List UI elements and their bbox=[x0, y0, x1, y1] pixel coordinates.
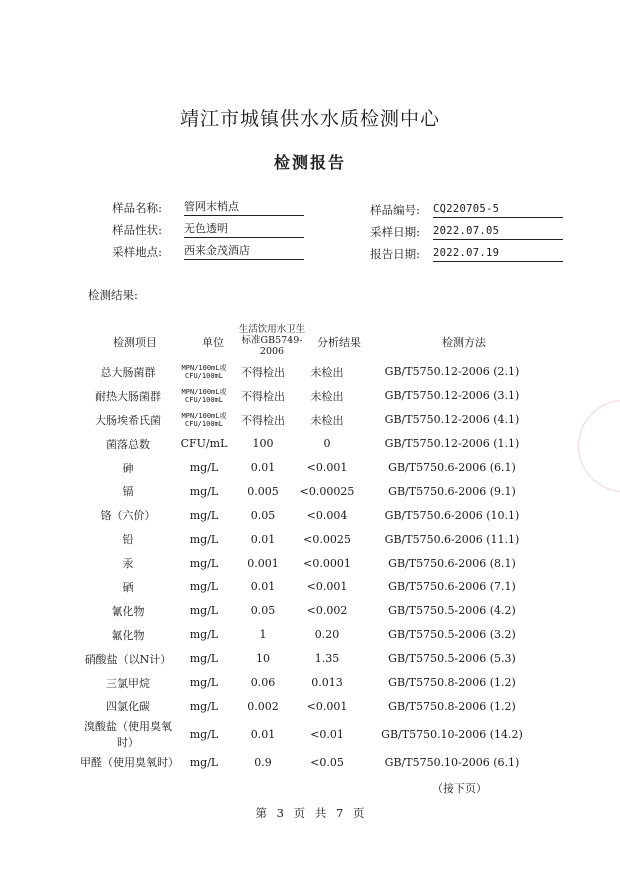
result-standard: 0.05 bbox=[250, 604, 276, 618]
sample-code-label: 样品编号: bbox=[370, 203, 420, 217]
result-unit: mg/L bbox=[189, 652, 219, 666]
sampling-location-label: 采样地点: bbox=[112, 245, 162, 259]
result-standard: 100 bbox=[252, 437, 274, 451]
result-method: GB/T5750.6-2006 (8.1) bbox=[388, 556, 516, 570]
sampling-date-label: 采样日期: bbox=[370, 225, 420, 239]
result-value: 未检出 bbox=[310, 365, 344, 379]
organization-name: 靖江市城镇供水水质检测中心 bbox=[179, 108, 440, 130]
column-header-method: 检测方法 bbox=[442, 336, 486, 349]
result-value: <0.001 bbox=[306, 580, 348, 594]
result-item: 氰化物 bbox=[111, 604, 145, 618]
result-value: 0 bbox=[323, 437, 331, 451]
result-unit: MPN/100mL或CFU/100mL bbox=[181, 411, 227, 428]
result-item: 镉 bbox=[122, 485, 134, 499]
result-item: 四氯化碳 bbox=[106, 700, 150, 714]
result-method: GB/T5750.10-2006 (14.2) bbox=[381, 727, 523, 741]
result-standard: 0.005 bbox=[247, 484, 279, 498]
column-header-standard: 生活饮用水卫生标准GB5749-2006 bbox=[238, 324, 306, 357]
results-section-label: 检测结果: bbox=[88, 288, 138, 302]
result-unit: CFU/mL bbox=[180, 437, 228, 451]
result-standard: 0.002 bbox=[247, 699, 279, 713]
table-row bbox=[80, 551, 544, 575]
table-row bbox=[80, 694, 544, 718]
table-row bbox=[80, 360, 544, 384]
result-value: <0.001 bbox=[306, 699, 348, 713]
result-method: GB/T5750.6-2006 (9.1) bbox=[388, 484, 516, 498]
result-item: 总大肠菌群 bbox=[100, 365, 156, 379]
result-item: 汞 bbox=[122, 557, 134, 571]
table-row bbox=[80, 671, 544, 695]
result-value: <0.002 bbox=[306, 604, 348, 618]
column-header-unit: 单位 bbox=[202, 336, 224, 349]
result-item: 耐热大肠菌群 bbox=[95, 389, 161, 403]
report-title: 检测报告 bbox=[273, 153, 346, 172]
result-standard: 0.01 bbox=[250, 532, 276, 546]
result-value: <0.004 bbox=[306, 508, 348, 522]
table-row bbox=[80, 456, 544, 480]
result-method: GB/T5750.8-2006 (1.2) bbox=[388, 699, 516, 713]
continued-note: （接下页） bbox=[432, 782, 487, 795]
result-item: 氟化物 bbox=[111, 628, 145, 642]
result-standard: 不得检出 bbox=[241, 413, 285, 427]
results-table bbox=[80, 360, 544, 774]
result-value: <0.00025 bbox=[299, 484, 355, 498]
report-date-label: 报告日期: bbox=[370, 247, 420, 261]
result-value: <0.05 bbox=[310, 755, 344, 769]
column-header-result: 分析结果 bbox=[317, 336, 361, 349]
result-method: GB/T5750.6-2006 (11.1) bbox=[384, 532, 520, 546]
result-standard: 0.06 bbox=[250, 676, 276, 690]
result-method: GB/T5750.5-2006 (5.3) bbox=[388, 652, 516, 666]
result-item: 菌落总数 bbox=[106, 437, 150, 451]
result-standard: 0.05 bbox=[250, 508, 276, 522]
sample-code-value: CQ220705-5 bbox=[433, 202, 563, 218]
result-method: GB/T5750.8-2006 (1.2) bbox=[388, 676, 516, 690]
result-method: GB/T5750.6-2006 (6.1) bbox=[388, 461, 516, 474]
stamp-mark bbox=[578, 400, 620, 492]
result-unit: mg/L bbox=[189, 727, 219, 741]
table-row bbox=[80, 503, 544, 527]
table-row bbox=[80, 647, 544, 671]
result-method: GB/T5750.10-2006 (6.1) bbox=[384, 755, 520, 769]
result-method: GB/T5750.12-2006 (1.1) bbox=[384, 437, 520, 451]
table-row bbox=[80, 384, 544, 408]
result-unit: mg/L bbox=[189, 676, 219, 690]
result-method: GB/T5750.6-2006 (10.1) bbox=[384, 508, 520, 522]
result-unit: mg/L bbox=[189, 508, 219, 522]
sampling-date-value: 2022.07.05 bbox=[433, 224, 563, 240]
table-row bbox=[80, 527, 544, 551]
result-standard: 0.01 bbox=[250, 727, 276, 741]
result-method: GB/T5750.12-2006 (4.1) bbox=[384, 413, 520, 427]
result-unit: mg/L bbox=[189, 755, 219, 769]
result-standard: 0.001 bbox=[247, 556, 279, 570]
result-value: 未检出 bbox=[310, 389, 344, 403]
result-method: GB/T5750.5-2006 (3.2) bbox=[388, 628, 516, 642]
result-unit: mg/L bbox=[189, 604, 219, 618]
result-item: 硒 bbox=[122, 580, 134, 594]
table-row bbox=[80, 750, 544, 774]
sample-nature-value: 无色透明 bbox=[184, 222, 304, 238]
result-value: <0.0001 bbox=[303, 556, 351, 570]
table-row bbox=[80, 432, 544, 456]
sample-nature-label: 样品性状: bbox=[112, 223, 162, 237]
sample-name-value: 管网末梢点 bbox=[184, 200, 304, 216]
result-item: 铅 bbox=[122, 533, 134, 547]
result-item: 三氯甲烷 bbox=[106, 676, 150, 690]
result-unit: mg/L bbox=[189, 484, 219, 498]
table-row bbox=[80, 623, 544, 647]
page-indicator: 第 3 页 共 7 页 bbox=[255, 806, 365, 820]
table-row bbox=[80, 408, 544, 432]
result-method: GB/T5750.12-2006 (2.1) bbox=[384, 365, 520, 379]
result-item: 大肠埃希氏菌 bbox=[95, 413, 161, 427]
result-value: <0.01 bbox=[310, 727, 344, 741]
sample-name-label: 样品名称: bbox=[112, 201, 162, 215]
result-item: 甲醛（使用臭氧时） bbox=[80, 756, 179, 770]
sampling-location-value: 西来金茂酒店 bbox=[184, 244, 304, 260]
table-row bbox=[80, 599, 544, 623]
result-standard: 不得检出 bbox=[241, 389, 285, 403]
result-unit: MPN/100mL或CFU/100mL bbox=[181, 387, 227, 404]
result-item: 硝酸盐（以N计） bbox=[84, 652, 172, 666]
result-value: 0.013 bbox=[311, 676, 343, 690]
result-standard: 1 bbox=[259, 628, 267, 642]
table-row bbox=[80, 479, 544, 503]
result-unit: mg/L bbox=[189, 699, 219, 713]
report-date-value: 2022.07.19 bbox=[433, 246, 563, 262]
result-standard: 10 bbox=[256, 652, 270, 666]
result-value: 0.20 bbox=[314, 628, 340, 642]
result-item: 砷 bbox=[122, 461, 134, 475]
result-value: <0.001 bbox=[306, 461, 348, 474]
result-standard: 0.01 bbox=[250, 461, 276, 474]
result-unit: mg/L bbox=[189, 556, 219, 570]
column-header-item: 检测项目 bbox=[113, 336, 157, 349]
result-standard: 0.9 bbox=[254, 755, 272, 769]
result-unit: mg/L bbox=[189, 580, 219, 594]
result-item: 铬（六价） bbox=[100, 509, 156, 523]
result-method: GB/T5750.6-2006 (7.1) bbox=[388, 580, 516, 594]
result-standard: 不得检出 bbox=[241, 365, 285, 379]
result-standard: 0.01 bbox=[250, 580, 276, 594]
result-method: GB/T5750.5-2006 (4.2) bbox=[388, 604, 516, 618]
result-value: 1.35 bbox=[314, 652, 340, 666]
table-row bbox=[80, 575, 544, 599]
result-unit: mg/L bbox=[189, 461, 219, 474]
result-value: 未检出 bbox=[310, 413, 344, 427]
result-item: 溴酸盐（使用臭氧时） bbox=[84, 720, 172, 750]
table-row bbox=[80, 718, 544, 750]
result-value: <0.0025 bbox=[303, 532, 351, 546]
result-unit: mg/L bbox=[189, 532, 219, 546]
result-unit: mg/L bbox=[189, 628, 219, 642]
result-method: GB/T5750.12-2006 (3.1) bbox=[384, 389, 520, 403]
result-unit: MPN/100mL或CFU/100mL bbox=[181, 363, 227, 380]
